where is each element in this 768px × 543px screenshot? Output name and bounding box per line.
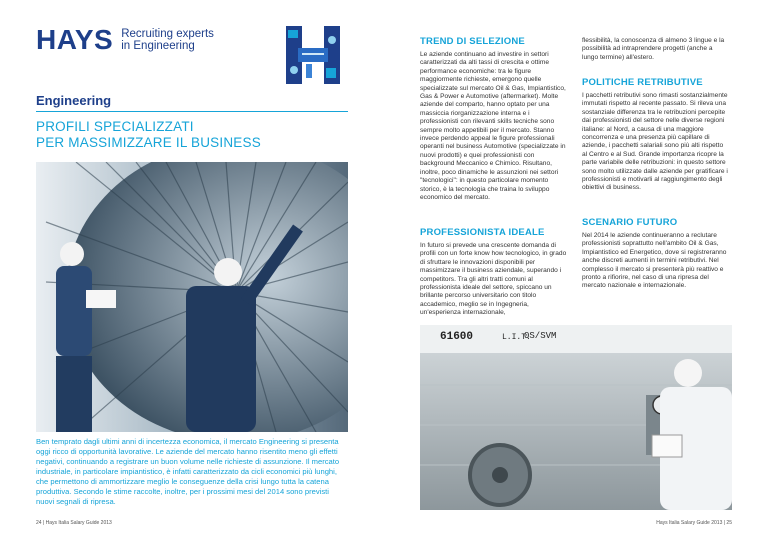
tagline-line-2: in Engineering [121, 40, 195, 52]
hays-logo [36, 26, 214, 54]
right-page [384, 0, 768, 543]
tagline-line-1: Recruiting experts [121, 28, 214, 40]
trend-text: Le aziende continuano ad investire in settori caratterizzati da alti tassi di crescita e ottime performance economiche: tra le figure maggiormente richieste, emergono quelle specializzate sul mercato Oil & Gas, Impiantistico, Gas & Power e Automotive (aftermarket). Molte aziende del comparto, hanno optato per una massiccia riorganizzazione interna e i professionisti con rilevanti skills tecniche sono sempre molto appetibili per il mercato. Stanno invece perdendo appeal le figure professionali operanti nel business Automotive (specializzate in nuovi prodotti) e quei professionisti con background Meccanico e Chimico. Risultano, inoltre, poco dinamiche le assunzioni nei settori "tecnologici": in questo particolare momento storico, è la tecnologia che traina lo sviluppo economico del mercato. [420, 51, 566, 201]
future-text: Nel 2014 le aziende continueranno a reclutare professionisti soprattutto nell'ambito Oil & Gas, Impiantistico ed Energetico, dove si registreranno anche discreti aumenti in termini retributivi. Nel complesso il mercato si presenterà più reattivo e pronto a rifiorire, nel caso di una ripresa del mercato nazionale e internazionale. [582, 232, 727, 290]
turbine-engineers-photo [36, 162, 348, 432]
trend-title: TREND DI SELEZIONE [420, 36, 525, 47]
pay-section [582, 78, 730, 193]
page-number-left: 24 | Hays Italia Salary Guide 2013 [36, 520, 112, 526]
intro-paragraph: Ben temprato dagli ultimi anni di incertezza economica, il mercato Engineering si presenta oggi ricco di opportunità lavorative. Le aziende del mercato hanno risentito meno gli effetti negativi, continuando a registrare un buon volume nelle richieste di assunzione. Il mercato industriale, in particolare impiantistico, è infatti caratterizzato da cicli economici più lunghi, che permettono di ammortizzare meglio le conseguenze della crisi lungo tutta la catena produttiva. Secondo le stime raccolte, inoltre, per i prossimi mesi del 2014 sono previsti nuovi segnali di ripresa. [36, 437, 340, 506]
plant-photo-illustration [420, 325, 732, 510]
h-brand-graphic [278, 20, 348, 90]
future-section [582, 218, 730, 291]
professional-section [420, 228, 568, 318]
page-number-right: Hays Italia Salary Guide 2013 | 25 [656, 520, 732, 526]
title-divider [36, 111, 348, 112]
trend-section [420, 37, 568, 202]
future-title: SCENARIO FUTURO [582, 217, 678, 228]
headline-line-2: PER MASSIMIZZARE IL BUSINESS [36, 135, 261, 150]
pay-text: I pacchetti retributivi sono rimasti sostanzialmente immutati rispetto al recente passato. Si rileva una sostanziale differenza tra le retribuzioni percepite dai professionisti del settore nelle diverse regioni italiane: al Nord, a causa di una maggiore concorrenza e una presenza più capillare di aziende, i pacchetti salariali sono più alti rispetto al Centro e al Sud. Grande importanza ricopre la parte variabile delle retribuzioni: in questo settore sono molto utilizzate dalle aziende per gratificare i professionisti e motivarli al raggiungimento degli obiettivi di business. [582, 92, 728, 192]
plant-engineer-photo [420, 325, 732, 510]
tank-code: 0S/SVM [524, 331, 557, 341]
tank-id-sub: L.I.T. [502, 333, 531, 342]
tank-id-label: 61600 [440, 331, 474, 343]
logo-wordmark: HAYS [36, 24, 114, 55]
professional-text: In futuro si prevede una crescente domanda di profili con un forte know how tecnologico, in grado di sfruttare le innovazioni disponibili per massimizzare il business aziendale, superando i competitors. Tra gli altri tratti comuni al professionista ideale del settore, spiccano un brillante percorso universitario con titolo accademico, meglio se in Ingegneria, un'esperienza internazionale, [420, 242, 567, 317]
pay-title: POLITICHE RETRIBUTIVE [582, 77, 703, 88]
professional-title: PROFESSIONISTA IDEALE [420, 227, 545, 238]
section-title: Engineering [36, 93, 112, 108]
headline-line-1: PROFILI SPECIALIZZATI [36, 119, 194, 134]
continued-text-block [582, 37, 730, 62]
page-headline [36, 119, 261, 151]
logo-tagline [121, 28, 214, 52]
continued-text: flessibilità, la conoscenza di almeno 3 lingue e la possibilità ad intraprendere progetti (anche a lungo termine) all'estero. [582, 37, 725, 61]
